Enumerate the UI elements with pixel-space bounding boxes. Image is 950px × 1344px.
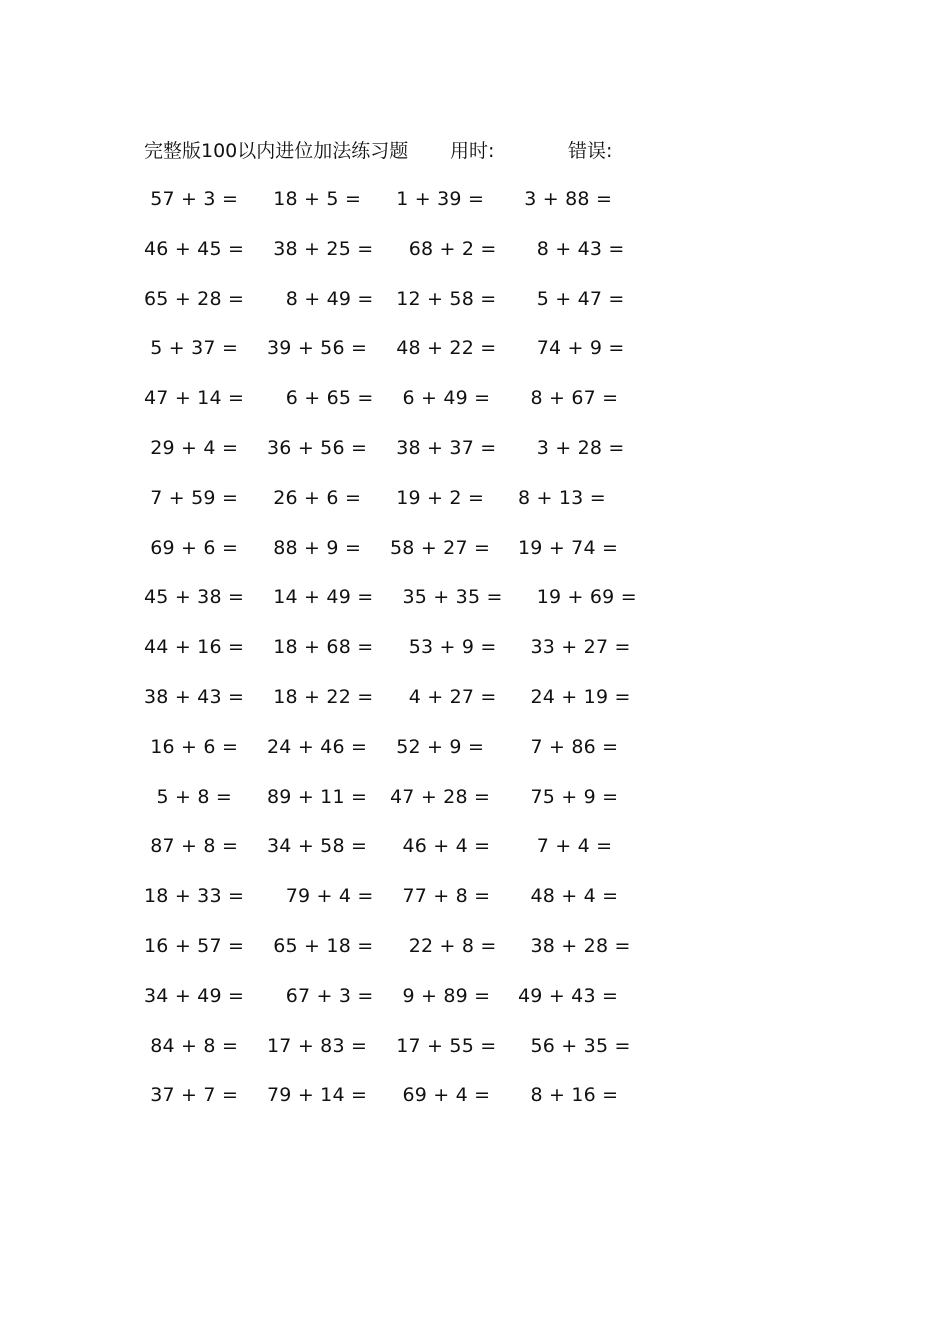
addition-problem: 39 + 56 = <box>267 337 368 360</box>
problem-row <box>144 1080 644 1130</box>
addition-problem: 12 + 58 = <box>390 287 497 310</box>
addition-problem: 38 + 43 = <box>144 685 245 708</box>
addition-problem: 18 + 22 = <box>267 685 374 708</box>
addition-problem: 29 + 4 = <box>144 436 239 459</box>
error-label: 错误: <box>568 140 613 162</box>
problem-row <box>144 383 644 433</box>
addition-problem: 88 + 9 = <box>267 536 362 559</box>
addition-problem: 8 + 13 = <box>518 486 606 509</box>
addition-problem: 33 + 27 = <box>518 636 631 659</box>
addition-problem: 19 + 74 = <box>518 536 619 559</box>
addition-problem: 24 + 46 = <box>267 735 368 758</box>
addition-problem: 49 + 43 = <box>518 984 619 1007</box>
problem-row <box>144 1031 644 1081</box>
addition-problem: 38 + 37 = <box>390 436 497 459</box>
addition-problem: 19 + 2 = <box>390 486 485 509</box>
addition-problem: 16 + 57 = <box>144 934 245 957</box>
addition-problem: 26 + 6 = <box>267 486 362 509</box>
addition-problem: 19 + 69 = <box>518 586 637 609</box>
problem-row <box>144 931 644 981</box>
addition-problem: 74 + 9 = <box>518 337 625 360</box>
addition-problem: 5 + 37 = <box>144 337 239 360</box>
problem-row <box>144 483 644 533</box>
addition-problem: 9 + 89 = <box>390 984 491 1007</box>
addition-problem: 34 + 58 = <box>267 835 368 858</box>
addition-problem: 48 + 22 = <box>390 337 497 360</box>
addition-problem: 17 + 55 = <box>390 1034 497 1057</box>
addition-problem: 3 + 88 = <box>518 188 613 210</box>
time-label: 用时: <box>450 140 495 162</box>
addition-problem: 69 + 6 = <box>144 536 239 559</box>
addition-problem: 18 + 5 = <box>267 188 362 210</box>
addition-problem: 67 + 3 = <box>267 984 374 1007</box>
addition-problem: 17 + 83 = <box>267 1034 368 1057</box>
addition-problem: 87 + 8 = <box>144 835 239 858</box>
problem-row <box>144 881 644 931</box>
problem-row <box>144 333 644 383</box>
addition-problem: 16 + 6 = <box>144 735 239 758</box>
addition-problem: 53 + 9 = <box>390 636 497 659</box>
addition-problem: 57 + 3 = <box>144 188 239 210</box>
addition-problem: 6 + 65 = <box>267 387 374 410</box>
problem-row <box>144 582 644 632</box>
addition-problem: 14 + 49 = <box>267 586 374 609</box>
addition-problem: 77 + 8 = <box>390 885 491 908</box>
addition-problem: 48 + 4 = <box>518 885 619 908</box>
addition-problem: 37 + 7 = <box>144 1084 239 1107</box>
addition-problem: 8 + 43 = <box>518 237 625 260</box>
addition-problem: 38 + 28 = <box>518 934 631 957</box>
problem-row <box>144 433 644 483</box>
addition-problem: 8 + 67 = <box>518 387 619 410</box>
addition-problem: 18 + 33 = <box>144 885 245 908</box>
addition-problem: 68 + 2 = <box>390 237 497 260</box>
addition-problem: 46 + 45 = <box>144 237 245 260</box>
addition-problem: 45 + 38 = <box>144 586 245 609</box>
problem-row <box>144 184 644 234</box>
addition-problem: 3 + 28 = <box>518 436 625 459</box>
addition-problem: 24 + 19 = <box>518 685 631 708</box>
addition-problem: 22 + 8 = <box>390 934 497 957</box>
addition-problem: 79 + 4 = <box>267 885 374 908</box>
addition-problem: 8 + 16 = <box>518 1084 619 1107</box>
problem-row <box>144 234 644 284</box>
addition-problem: 4 + 27 = <box>390 685 497 708</box>
addition-problem: 7 + 59 = <box>144 486 239 509</box>
problem-row <box>144 533 644 583</box>
addition-problem: 34 + 49 = <box>144 984 245 1007</box>
worksheet-title: 完整版100以内进位加法练习题 <box>144 140 409 162</box>
addition-problem: 47 + 14 = <box>144 387 245 410</box>
addition-problem: 52 + 9 = <box>390 735 485 758</box>
addition-problem: 79 + 14 = <box>267 1084 368 1107</box>
addition-problem: 46 + 4 = <box>390 835 491 858</box>
addition-problem: 8 + 49 = <box>267 287 374 310</box>
problem-row <box>144 632 644 682</box>
addition-problem: 7 + 4 = <box>518 835 613 858</box>
problem-row <box>144 682 644 732</box>
addition-problem: 56 + 35 = <box>518 1034 631 1057</box>
addition-problem: 47 + 28 = <box>390 785 491 808</box>
addition-problem: 75 + 9 = <box>518 785 619 808</box>
addition-problem: 35 + 35 = <box>390 586 503 609</box>
addition-problem: 65 + 28 = <box>144 287 245 310</box>
problem-row <box>144 284 644 334</box>
problem-row <box>144 782 644 832</box>
problem-grid <box>144 184 644 1130</box>
addition-problem: 5 + 47 = <box>518 287 625 310</box>
addition-problem: 36 + 56 = <box>267 436 368 459</box>
addition-problem: 65 + 18 = <box>267 934 374 957</box>
addition-problem: 69 + 4 = <box>390 1084 491 1107</box>
addition-problem: 1 + 39 = <box>390 188 485 210</box>
addition-problem: 58 + 27 = <box>390 536 491 559</box>
addition-problem: 44 + 16 = <box>144 636 245 659</box>
addition-problem: 7 + 86 = <box>518 735 619 758</box>
addition-problem: 89 + 11 = <box>267 785 368 808</box>
addition-problem: 84 + 8 = <box>144 1034 239 1057</box>
problem-row <box>144 831 644 881</box>
addition-problem: 38 + 25 = <box>267 237 374 260</box>
addition-problem: 6 + 49 = <box>390 387 491 410</box>
addition-problem: 18 + 68 = <box>267 636 374 659</box>
addition-problem: 5 + 8 = <box>144 785 233 808</box>
problem-row <box>144 732 644 782</box>
problem-row <box>144 981 644 1031</box>
